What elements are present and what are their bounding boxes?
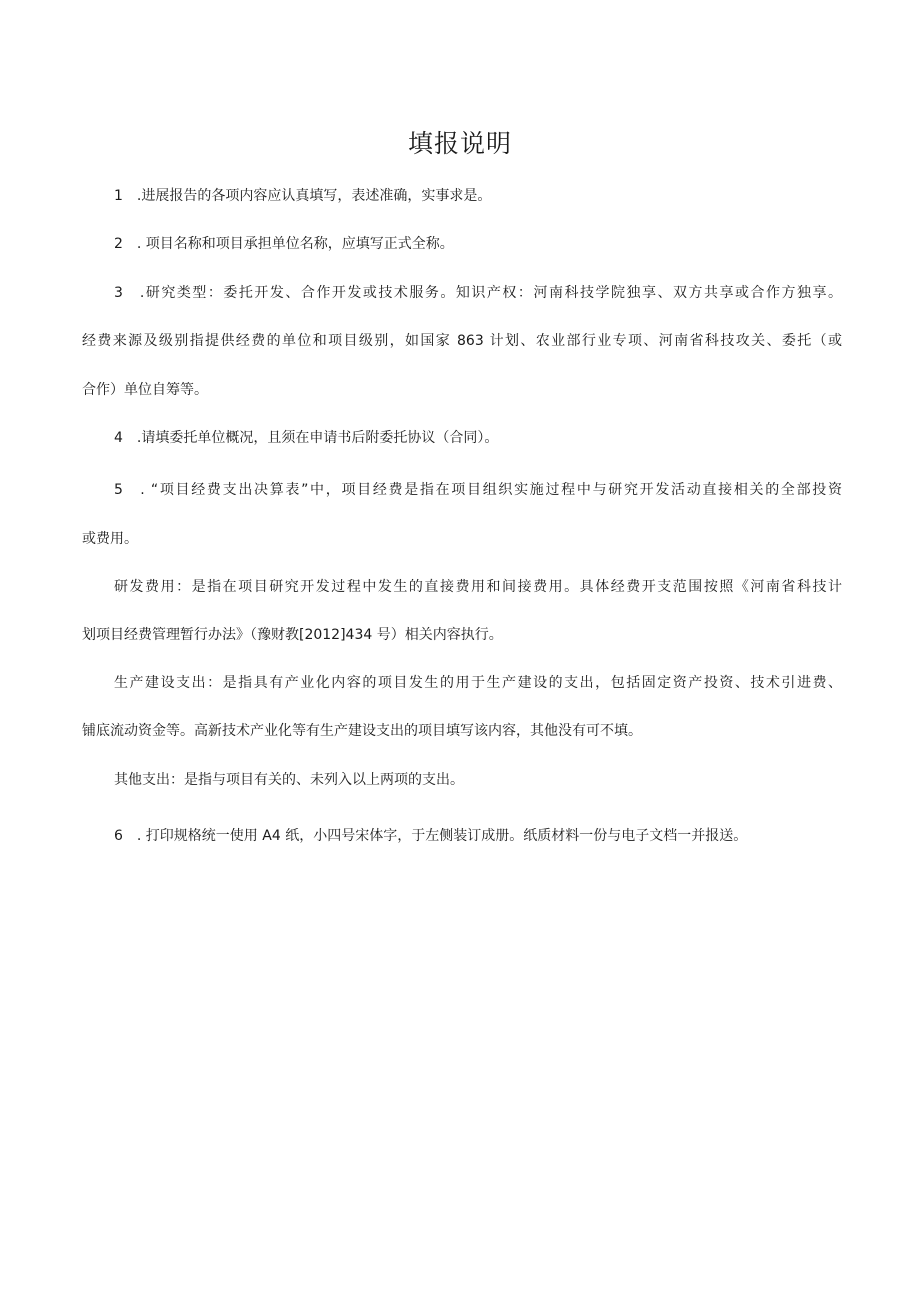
instruction-5-line-1: 5 . “项目经费支出决算表”中，项目经费是指在项目组织实施过程中与研究开发活动直接相关的全部投资 — [114, 482, 842, 498]
instruction-1: 1 .进展报告的各项内容应认真填写，表述准确，实事求是。 — [114, 188, 492, 204]
instruction-5-line-2: 或费用。 — [82, 531, 138, 547]
rd-expense-line-2: 划项目经费管理暂行办法》（豫财教[2012]434 号）相关内容执行。 — [82, 627, 503, 643]
instruction-3-line-1: 3 .研究类型：委托开发、合作开发或技术服务。知识产权：河南科技学院独享、双方共享或合作方独享。 — [114, 285, 842, 301]
production-expense-line-1: 生产建设支出：是指具有产业化内容的项目发生的用于生产建设的支出，包括固定资产投资、技术引进费、 — [114, 675, 842, 691]
instruction-2: 2 . 项目名称和项目承担单位名称，应填写正式全称。 — [114, 236, 454, 252]
instruction-3-line-2: 经费来源及级别指提供经费的单位和项目级别，如国家 863 计划、农业部行业专项、河南省科技攻关、委托（或 — [82, 333, 842, 349]
instruction-3-line-3: 合作）单位自筹等。 — [82, 382, 208, 398]
instruction-6: 6 . 打印规格统一使用 A4 纸，小四号宋体字，于左侧装订成册。纸质材料一份与电子文档一并报送。 — [114, 828, 748, 844]
page-title: 填报说明 — [407, 129, 512, 158]
other-expense: 其他支出：是指与项目有关的、未列入以上两项的支出。 — [114, 772, 464, 788]
rd-expense-line-1: 研发费用：是指在项目研究开发过程中发生的直接费用和间接费用。具体经费开支范围按照《河南省科技计 — [114, 579, 842, 595]
instruction-4: 4 .请填委托单位概况，且须在申请书后附委托协议（合同）。 — [114, 430, 499, 446]
production-expense-line-2: 铺底流动资金等。高新技术产业化等有生产建设支出的项目填写该内容，其他没有可不填。 — [82, 723, 642, 739]
